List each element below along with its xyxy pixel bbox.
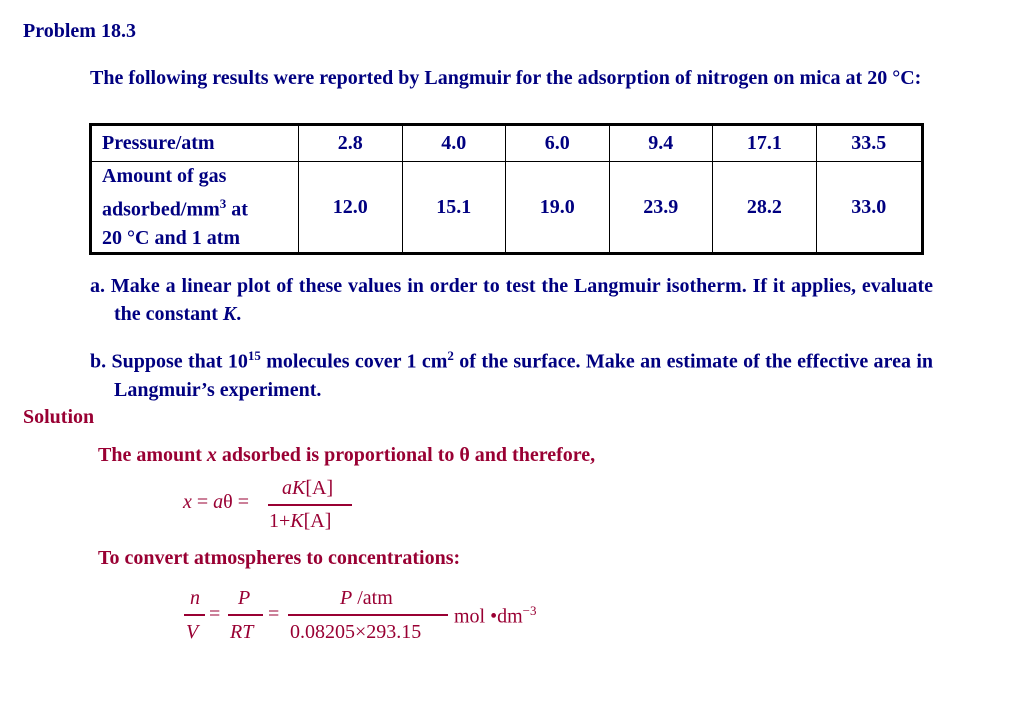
pressure-cell: 4.0 xyxy=(402,125,506,162)
eq1-den-A: [A] xyxy=(303,510,332,532)
eq2-RT-var: RT xyxy=(230,621,254,643)
pressure-cell: 17.1 xyxy=(713,125,817,162)
eq2-unit xyxy=(454,603,537,629)
eq2-num-atm: /atm xyxy=(352,587,393,609)
solution-heading: Solution xyxy=(23,406,95,428)
question-b-p1: b. Suppose that 10 xyxy=(90,350,248,373)
eq2-n xyxy=(190,587,200,610)
question-b-p3: of the surface. Make an estimate of the effective area in Langmuir’s experiment. xyxy=(114,350,933,401)
eq1-den-1: 1 xyxy=(269,510,279,532)
eq2-frac3-bar xyxy=(288,614,448,616)
solution-line1 xyxy=(98,444,595,467)
eq1-equals1: = xyxy=(191,491,214,513)
data-table xyxy=(89,123,924,255)
question-b xyxy=(90,342,933,404)
eq2-frac1-bar xyxy=(184,614,205,616)
table-row-pressure xyxy=(91,125,923,162)
row-header-amount-line1: Amount of gas xyxy=(102,165,227,188)
table-row-amount xyxy=(91,162,923,254)
row-header-amount-line2b: at xyxy=(226,198,248,221)
eq1-lhs xyxy=(183,491,249,514)
amount-cell: 28.2 xyxy=(713,162,817,254)
eq2-num-P: P xyxy=(340,587,353,609)
eq2-unit-sup: −3 xyxy=(522,603,537,618)
pressure-cell: 2.8 xyxy=(299,125,403,162)
eq2-equals1: = xyxy=(209,603,221,625)
eq2-V-var: V xyxy=(186,621,199,643)
eq1-fraction-bar xyxy=(268,504,352,506)
amount-cell: 19.0 xyxy=(506,162,610,254)
eq2-V xyxy=(186,621,198,644)
amount-cell: 23.9 xyxy=(609,162,713,254)
question-b-p2: molecules cover 1 cm xyxy=(260,350,448,373)
question-b-sup2: 2 xyxy=(447,348,454,363)
eq2-P-var: P xyxy=(238,587,251,609)
pressure-cell: 6.0 xyxy=(506,125,610,162)
eq2-n-var: n xyxy=(190,587,200,609)
eq2-frac2-bar xyxy=(228,614,263,616)
row-header-pressure: Pressure/atm xyxy=(91,125,299,162)
eq1-num-aK: aK xyxy=(282,477,306,499)
row-header-amount-line3: 20 °C and 1 atm xyxy=(102,226,241,249)
question-a xyxy=(90,272,933,328)
row-header-amount-sup: 3 xyxy=(219,196,227,212)
eq2-denominator: 0.08205×293.15 xyxy=(290,621,422,643)
row-header-amount-line2a: adsorbed/mm xyxy=(102,198,220,221)
amount-cell: 15.1 xyxy=(402,162,506,254)
eq1-numerator xyxy=(282,477,333,500)
eq1-denominator xyxy=(269,510,331,533)
eq1-a: a xyxy=(213,491,224,513)
question-a-end: . xyxy=(236,303,242,325)
problem-intro: The following results were reported by Langmuir for the adsorption of nitrogen on mica at 20 °C: xyxy=(90,67,922,89)
pressure-cell: 9.4 xyxy=(609,125,713,162)
eq1-equals2: = xyxy=(232,491,250,513)
problem-title: Problem 18.3 xyxy=(23,20,136,42)
eq1-den-K: K xyxy=(290,510,304,532)
eq1-theta: θ xyxy=(223,491,233,513)
question-a-text: a. Make a linear plot of these values in order to test the Langmuir isotherm. If it applies, evaluate the constant xyxy=(90,275,933,325)
eq1-den-plus: + xyxy=(279,510,291,532)
solution-line1-b: adsorbed is proportional to θ and therefore, xyxy=(216,444,596,466)
question-b-sup1: 15 xyxy=(247,348,261,363)
eq2-unit-text: mol •dm xyxy=(454,605,523,628)
eq1-x: x xyxy=(183,491,192,513)
question-a-var: K xyxy=(222,303,237,325)
eq1-num-A: [A] xyxy=(305,477,334,499)
eq2-RT xyxy=(230,621,253,644)
amount-cell: 12.0 xyxy=(299,162,403,254)
eq2-numerator xyxy=(340,587,393,610)
row-header-amount xyxy=(91,162,299,254)
solution-line2: To convert atmospheres to concentrations: xyxy=(98,547,461,569)
solution-line1-a: The amount xyxy=(98,444,207,466)
amount-cell: 33.0 xyxy=(816,162,922,254)
pressure-cell: 33.5 xyxy=(816,125,922,162)
solution-line1-var: x xyxy=(206,444,217,466)
eq2-equals2: = xyxy=(268,603,280,625)
eq2-P xyxy=(238,587,250,610)
